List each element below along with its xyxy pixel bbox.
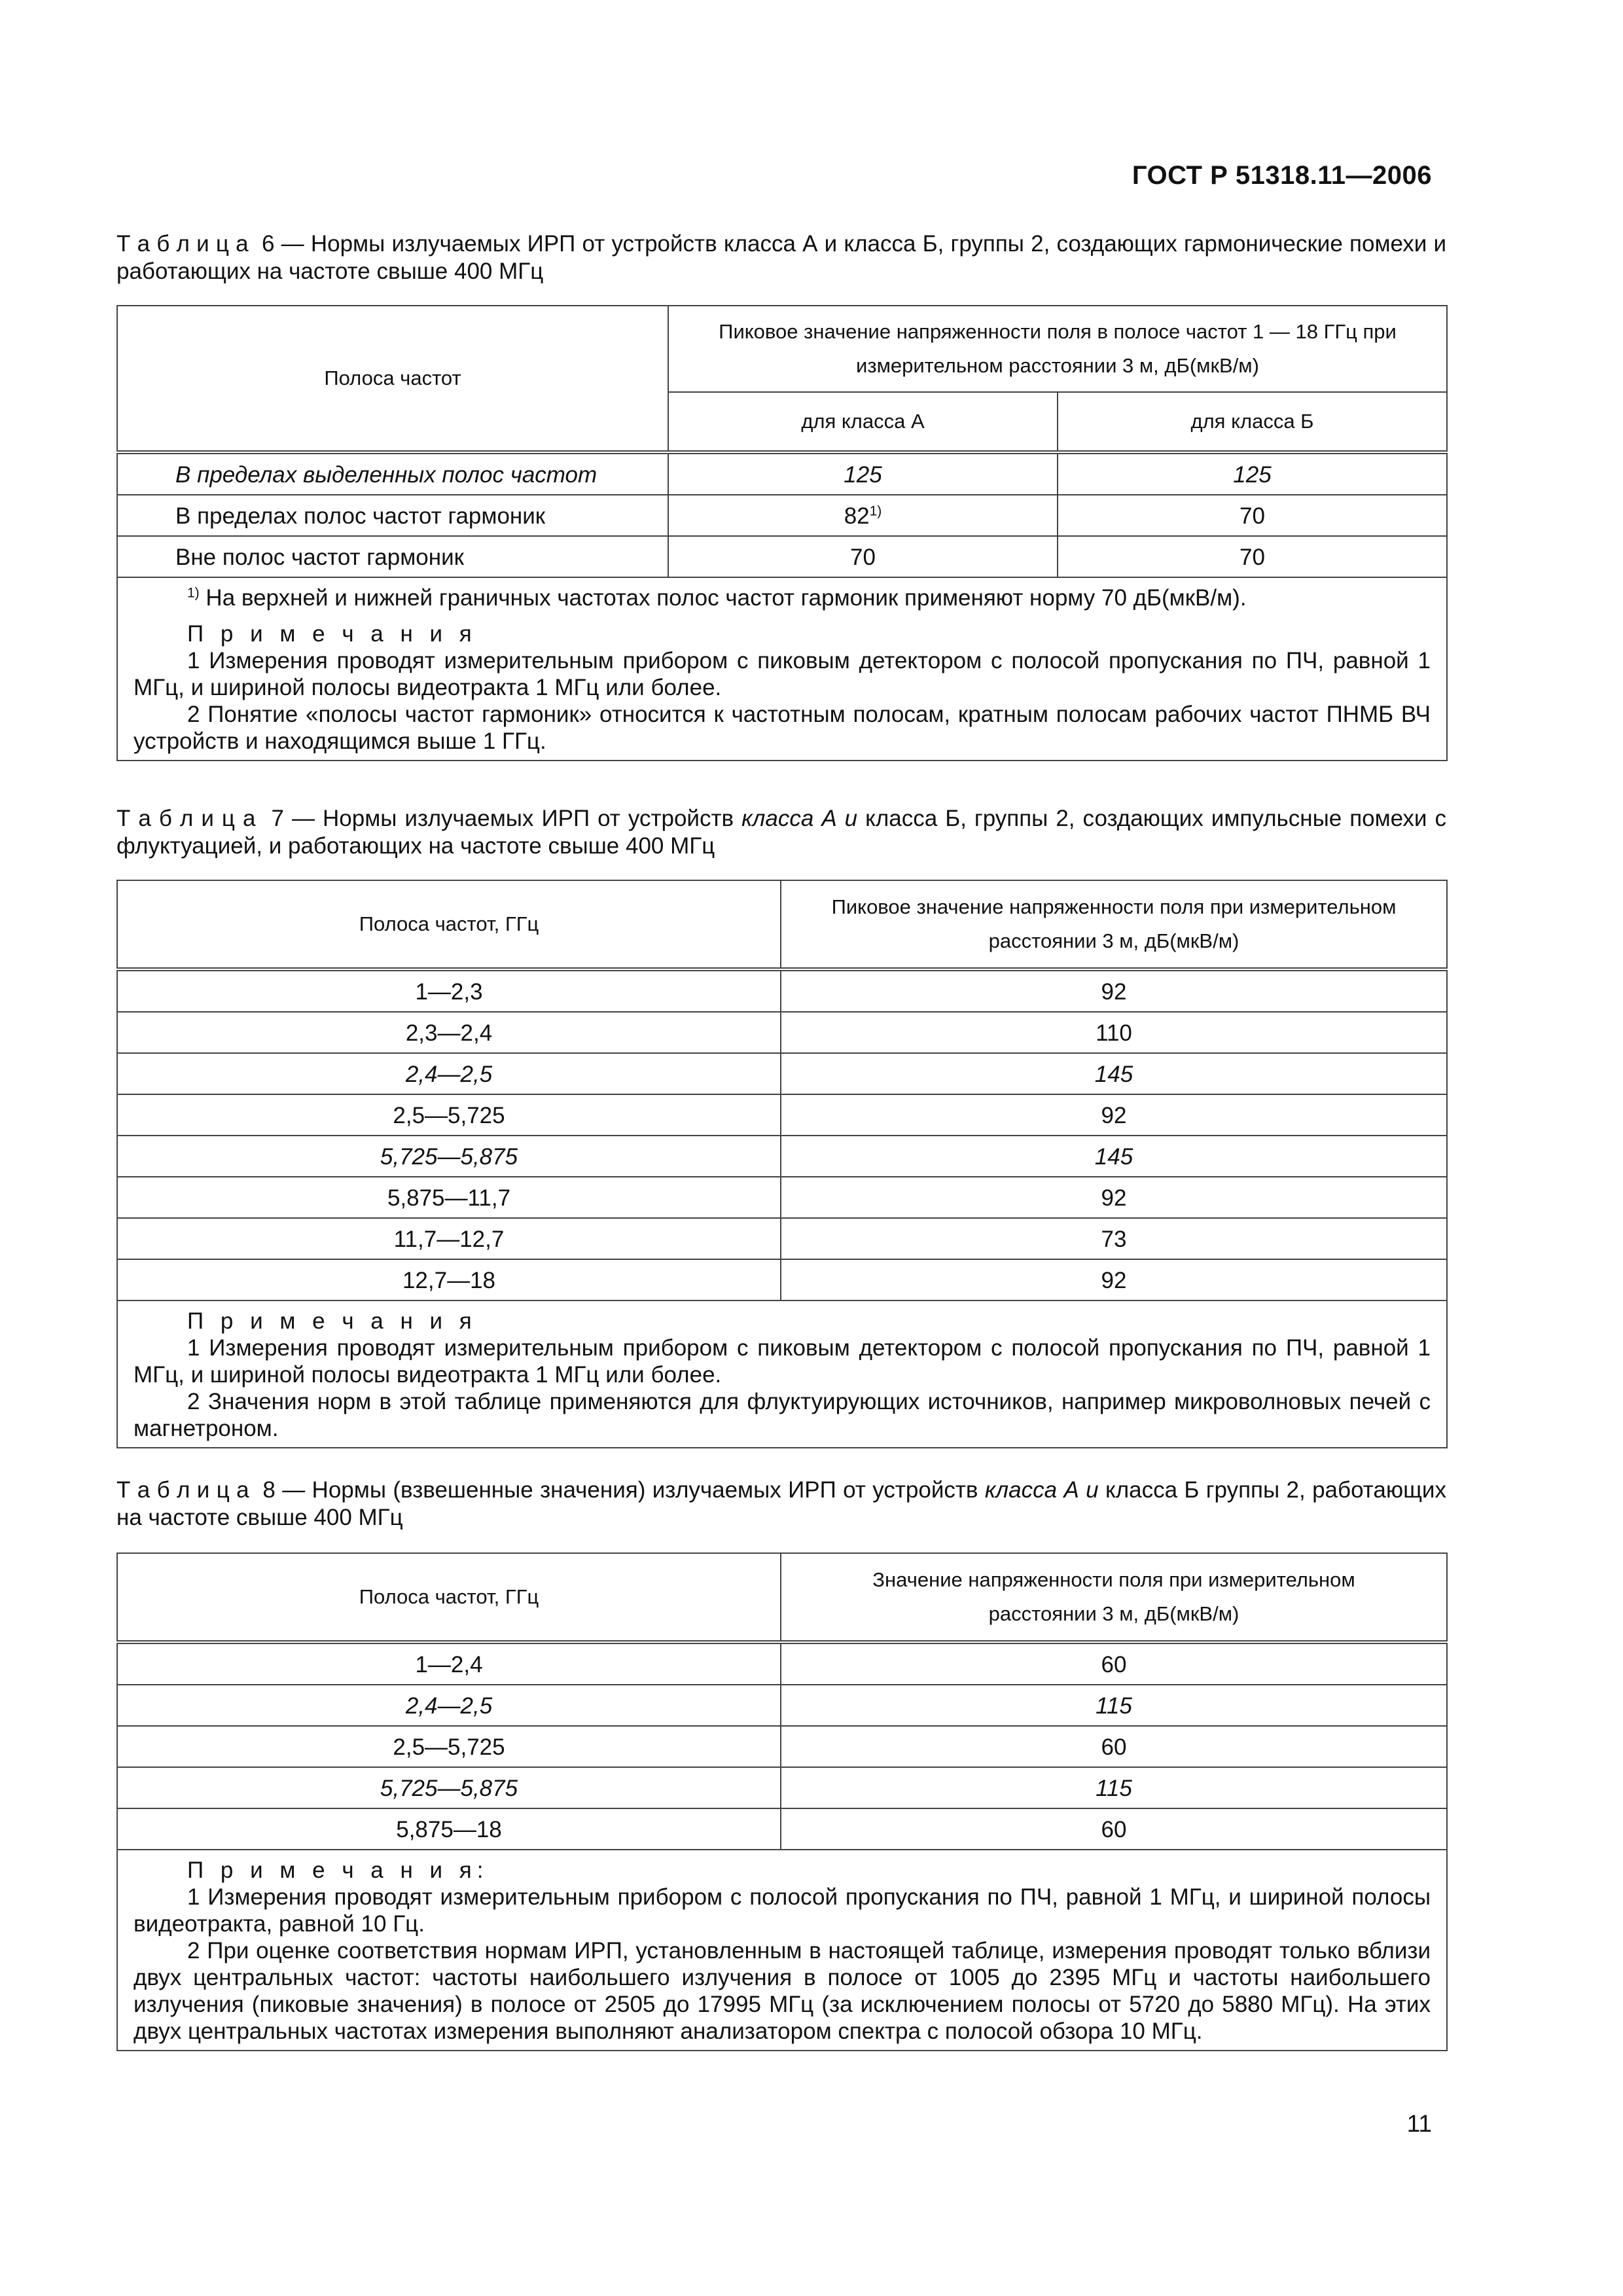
table8-caption-prefix: Т а б л и ц а: [116, 1477, 249, 1503]
table-row: [117, 1218, 1447, 1259]
table-row: [117, 1685, 1447, 1726]
table8-value: 60: [781, 1642, 1447, 1685]
table-row: [117, 1726, 1447, 1767]
table6-value-a: 70: [668, 536, 1058, 577]
table7-col1-header: Полоса частот, ГГц: [117, 880, 781, 969]
table6-group-header-line2: измерительном расстоянии 3 м, дБ(мкВ/м): [856, 354, 1259, 377]
note-2: 2 Понятие «полосы частот гармоник» относится к частотным полосам, кратным полосам рабочих частот ПНМБ ВЧ устройств и находящимся выше 1 ГГц.: [134, 702, 1431, 754]
table6-subheader-class-a: для класса А: [668, 392, 1058, 452]
table7-caption-text-a: — Нормы излучаемых ИРП от устройств: [291, 806, 734, 831]
table6-value-b: 125: [1058, 452, 1447, 495]
table6-caption-text: — Нормы излучаемых ИРП от устройств класса А и класса Б, группы 2, создающих гармонические помехи и работающих на частоте свыше 400 МГц: [116, 231, 1446, 284]
table6-band: Вне полос частот гармоник: [117, 536, 668, 577]
table7-value: 92: [781, 1094, 1447, 1136]
table8-value: 60: [781, 1808, 1447, 1850]
table-row: [117, 1012, 1447, 1053]
footnote-marker: 1): [187, 585, 200, 601]
table8: [116, 1552, 1448, 2051]
table7-value: 92: [781, 1259, 1447, 1300]
table8-band: 5,725—5,875: [117, 1767, 781, 1808]
table-row: [117, 452, 1447, 495]
table-row: [117, 1259, 1447, 1300]
table8-caption-italic: класса А и: [984, 1477, 1099, 1503]
table7-value: 145: [781, 1053, 1447, 1094]
table-row: [117, 1053, 1447, 1094]
table6-band: В пределах полос частот гармоник: [117, 495, 668, 536]
table7-band: 11,7—12,7: [117, 1218, 781, 1259]
footnote-text: На верхней и нижней граничных частотах полос частот гармоник применяют норму 70 дБ(мкВ/м).: [205, 585, 1247, 611]
table6-col1-header: Полоса частот: [117, 306, 668, 452]
note-1: 1 Измерения проводят измерительным прибором с пиковым детектором с полосой пропускания по ПЧ, равной 1 МГц, и шириной полосы видеотракта 1 МГц или более.: [134, 1335, 1431, 1388]
footnote-marker: 1): [869, 503, 882, 519]
table8-col2-header: [781, 1553, 1447, 1642]
table7-band: 2,5—5,725: [117, 1094, 781, 1136]
table6-footnote: [134, 584, 1431, 611]
table6-value-b: 70: [1058, 495, 1447, 536]
table8-notes: [117, 1850, 1447, 2051]
notes-title: П р и м е ч а н и я: [187, 1308, 477, 1334]
table8-caption: [116, 1477, 1446, 1532]
notes-title: П р и м е ч а н и я:: [187, 1857, 489, 1883]
table7-value: 110: [781, 1012, 1447, 1053]
table8-value: 115: [781, 1767, 1447, 1808]
table7-band: 5,725—5,875: [117, 1136, 781, 1177]
table6-caption-num: 6: [261, 231, 275, 257]
table-row: [117, 1177, 1447, 1218]
note-1: 1 Измерения проводят измерительным прибором с полосой пропускания по ПЧ, равной 1 МГц, и шириной полосы видеотракта, равной 10 Гц.: [134, 1884, 1431, 1937]
table7-band: 2,4—2,5: [117, 1053, 781, 1094]
table6-value-a-cell: [668, 495, 1058, 536]
table8-caption-text-a: — Нормы (взвешенные значения) излучаемых ИРП от устройств: [282, 1477, 978, 1503]
table6-subheader-class-b: для класса Б: [1058, 392, 1447, 452]
table7-col2-header-line2: расстоянии 3 м, дБ(мкВ/м): [988, 929, 1240, 952]
table6: [116, 305, 1448, 761]
table6-value-b: 70: [1058, 536, 1447, 577]
table7-notes: [117, 1300, 1447, 1448]
table-row: [117, 1808, 1447, 1850]
table8-col2-header-line2: расстоянии 3 м, дБ(мкВ/м): [988, 1602, 1240, 1625]
table7-col2-header: [781, 880, 1447, 969]
table-row: [117, 969, 1447, 1012]
table6-value-a: 125: [668, 452, 1058, 495]
table8-value: 115: [781, 1685, 1447, 1726]
table7-value: 92: [781, 1177, 1447, 1218]
table7-band: 5,875—11,7: [117, 1177, 781, 1218]
table7-band: 12,7—18: [117, 1259, 781, 1300]
notes-title: П р и м е ч а н и я: [187, 621, 477, 647]
note-2: 2 При оценке соответствия нормам ИРП, установленным в настоящей таблице, измерения проводят только вблизи двух центральных частот: частоты наибольшего излучения в полосе от 1005 до 2395 МГц и частоты наибольшего излучения (пиковые значения) в полосе от 2505 до 17995 МГц (за исключением полосы от 5720 до 5880 МГц). На этих двух центральных частотах измерения выполняют анализатором спектра с полосой обзора 10 МГц.: [134, 1938, 1431, 2044]
table6-notes: [117, 577, 1447, 761]
table7-caption: [116, 805, 1446, 860]
table8-caption-num: 8: [262, 1477, 276, 1503]
table8-col1-header: Полоса частот, ГГц: [117, 1553, 781, 1642]
table7-value: 92: [781, 969, 1447, 1012]
table7-caption-text-b: класса Б, группы 2, создающих импульсные помехи с флуктуацией, и работающих на частоте свыше 400 МГц: [116, 806, 1446, 859]
table7-band: 1—2,3: [117, 969, 781, 1012]
table7-col2-header-line1: Пиковое значение напряженности поля при измерительном: [831, 895, 1397, 918]
table6-band: В пределах выделенных полос частот: [117, 452, 668, 495]
table7-value: 145: [781, 1136, 1447, 1177]
table7-caption-italic: класса А и: [741, 806, 858, 831]
table-row: [117, 536, 1447, 577]
table6-group-header: [668, 306, 1447, 392]
table8-band: 2,5—5,725: [117, 1726, 781, 1767]
table-row: [117, 1136, 1447, 1177]
page-number: 11: [1406, 2110, 1432, 2137]
table8-band: 1—2,4: [117, 1642, 781, 1685]
table6-value-a: 82: [844, 503, 870, 529]
table-row: [117, 1767, 1447, 1808]
table8-caption-text-b: класса Б группы 2, работающих на частоте свыше 400 МГц: [116, 1477, 1446, 1530]
table6-caption-prefix: Т а б л и ц а: [116, 231, 249, 257]
table-row: [117, 495, 1447, 536]
table8-band: 5,875—18: [117, 1808, 781, 1850]
standard-designation: ГОСТ Р 51318.11—2006: [1132, 161, 1432, 190]
table7: [116, 880, 1448, 1448]
table8-band: 2,4—2,5: [117, 1685, 781, 1726]
table-row: [117, 1094, 1447, 1136]
table7-value: 73: [781, 1218, 1447, 1259]
table6-caption: [116, 230, 1446, 285]
table8-value: 60: [781, 1726, 1447, 1767]
table6-group-header-line1: Пиковое значение напряженности поля в полосе частот 1 — 18 ГГц при: [719, 320, 1397, 343]
table8-col2-header-line1: Значение напряженности поля при измерительном: [872, 1568, 1355, 1591]
table-row: [117, 1642, 1447, 1685]
note-1: 1 Измерения проводят измерительным прибором с пиковым детектором с полосой пропускания по ПЧ, равной 1 МГц, и шириной полосы видеотракта 1 МГц или более.: [134, 648, 1431, 700]
table7-band: 2,3—2,4: [117, 1012, 781, 1053]
table7-caption-num: 7: [271, 806, 284, 831]
note-2: 2 Значения норм в этой таблице применяются для флуктуирующих источников, например микроволновых печей с магнетроном.: [134, 1389, 1431, 1441]
table7-caption-prefix: Т а б л и ц а: [116, 806, 256, 831]
